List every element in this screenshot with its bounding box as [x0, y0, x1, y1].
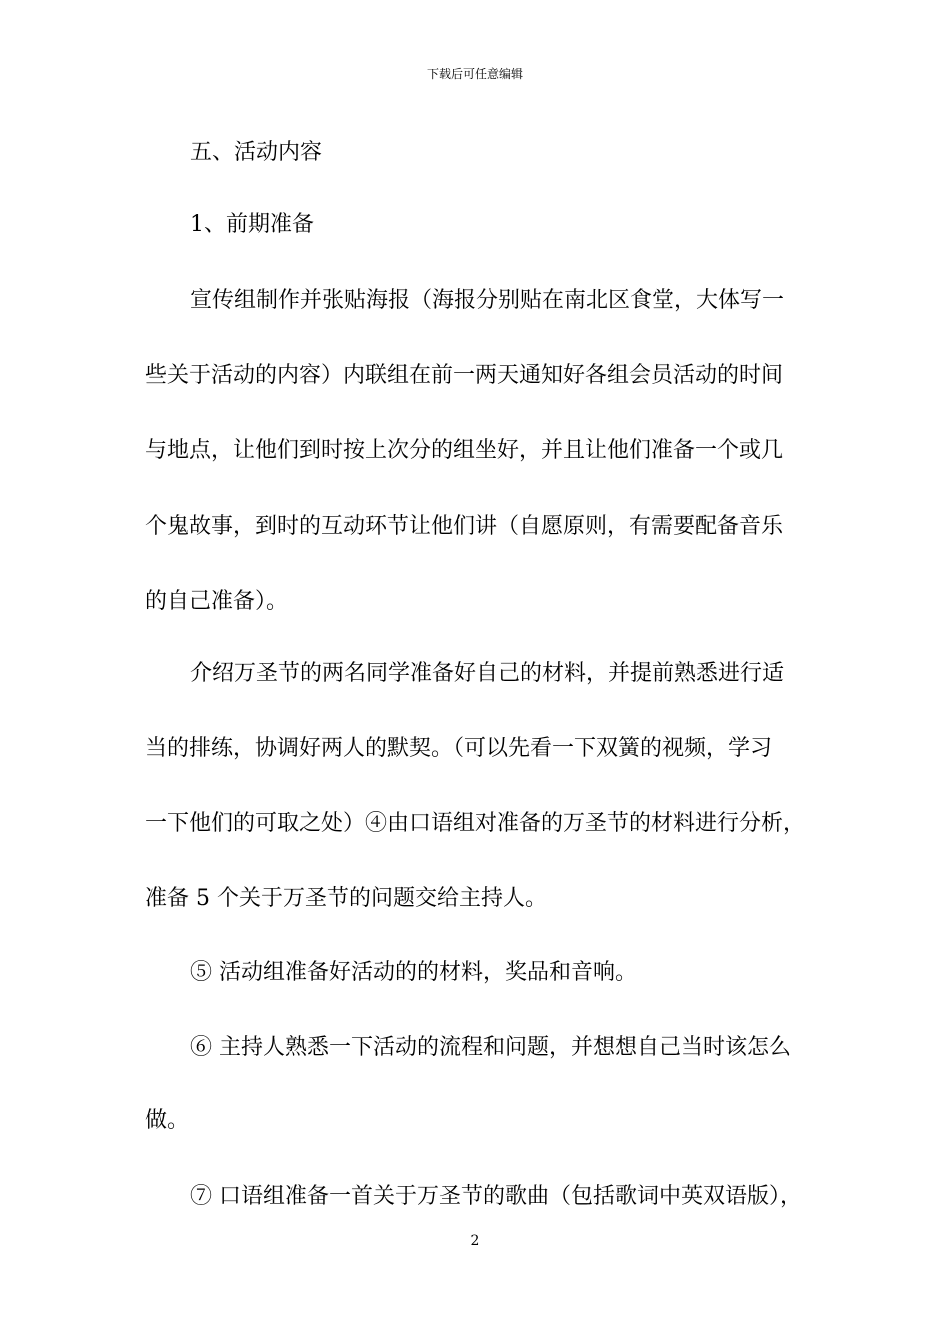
text-line: 个鬼故事，到时的互动环节让他们讲（自愿原则，有需要配备音乐: [145, 514, 784, 539]
text-line: 当的排练，协调好两人的默契。（可以先看一下双簧的视频，学习: [145, 736, 773, 761]
text-line: 些关于活动的内容）内联组在前一两天通知好各组会员活动的时间: [145, 363, 784, 388]
section-title: 五、活动内容: [190, 140, 323, 165]
text-line: ⑤ 活动组准备好活动的的材料，奖品和音响。: [190, 960, 637, 985]
text-line: 的自己准备）。: [145, 589, 289, 614]
text-line: 介绍万圣节的两名同学准备好自己的材料，并提前熟悉进行适: [190, 661, 785, 686]
page-number: 2: [470, 1233, 480, 1249]
text-line: ⑥ 主持人熟悉一下活动的流程和问题，并想想自己当时该怎么: [190, 1035, 791, 1060]
text-line: 一下他们的可取之处）④由口语组对准备的万圣节的材料进行分析，: [145, 811, 806, 836]
text-line: 与地点，让他们到时按上次分的组坐好，并且让他们准备一个或几: [145, 438, 784, 463]
page-header: 下载后可任意编辑: [426, 67, 523, 81]
text-line: 准备 5 个关于万圣节的问题交给主持人。: [145, 886, 547, 911]
subsection-title: 1、前期准备: [190, 212, 314, 237]
text-line: ⑦ 口语组准备一首关于万圣节的歌曲（包括歌词中英双语版），: [190, 1184, 802, 1209]
text-line: 做。: [145, 1108, 190, 1133]
text-line: 宣传组制作并张贴海报（海报分别贴在南北区食堂，大体写一: [190, 288, 785, 313]
